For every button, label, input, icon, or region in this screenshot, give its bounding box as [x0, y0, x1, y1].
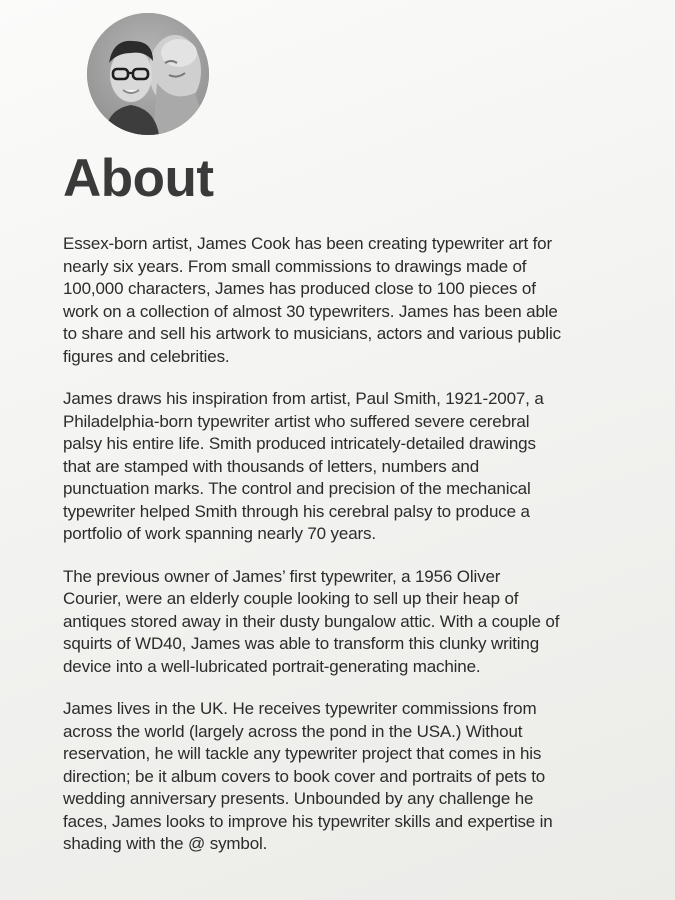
page-title: About — [63, 149, 214, 208]
avatar — [87, 13, 209, 135]
about-body — [63, 233, 643, 876]
paragraph-first-typewriter: The previous owner of James’ first typewriter, a 1956 Oliver Courier, were an elderly couple looking to sell up their heap of antiques stored away in their dusty bungalow attic. With a couple of squirts of WD40, James was able to transform this clunky writing device into a well-lubricated portrait-generating machine. — [63, 566, 560, 676]
paragraph-commissions: James lives in the UK. He receives typewriter commissions from across the world (largely across the pond in the USA.) Without reservation, he will tackle any typewriter project that comes in his direction; be it album covers to book cover and portraits of pets to wedding anniversary presents. Unbounded by any challenge he faces, James looks to improve his typewriter skills and expertise in shading with the @ symbol. — [63, 699, 553, 853]
paragraph-inspiration: James draws his inspiration from artist, Paul Smith, 1921-2007, a Philadelphia-born typewriter artist who suffered severe cerebral palsy his entire life. Smith produced intricately-detailed drawings that are stamped with thousands of letters, numbers and punctuation marks. The control and precision of the mechanical typewriter helped Smith through his cerebral palsy to produce a portfolio of work spanning nearly 70 years. — [63, 389, 544, 543]
portrait-photo-icon — [87, 13, 209, 135]
paragraph-bio: Essex-born artist, James Cook has been creating typewriter art for nearly six years. From small commissions to drawings made of 100,000 characters, James has produced close to 100 pieces of work on a collection of almost 30 typewriters. James has been able to share and sell his artwork to musicians, actors and various public figures and celebrities. — [63, 234, 561, 366]
